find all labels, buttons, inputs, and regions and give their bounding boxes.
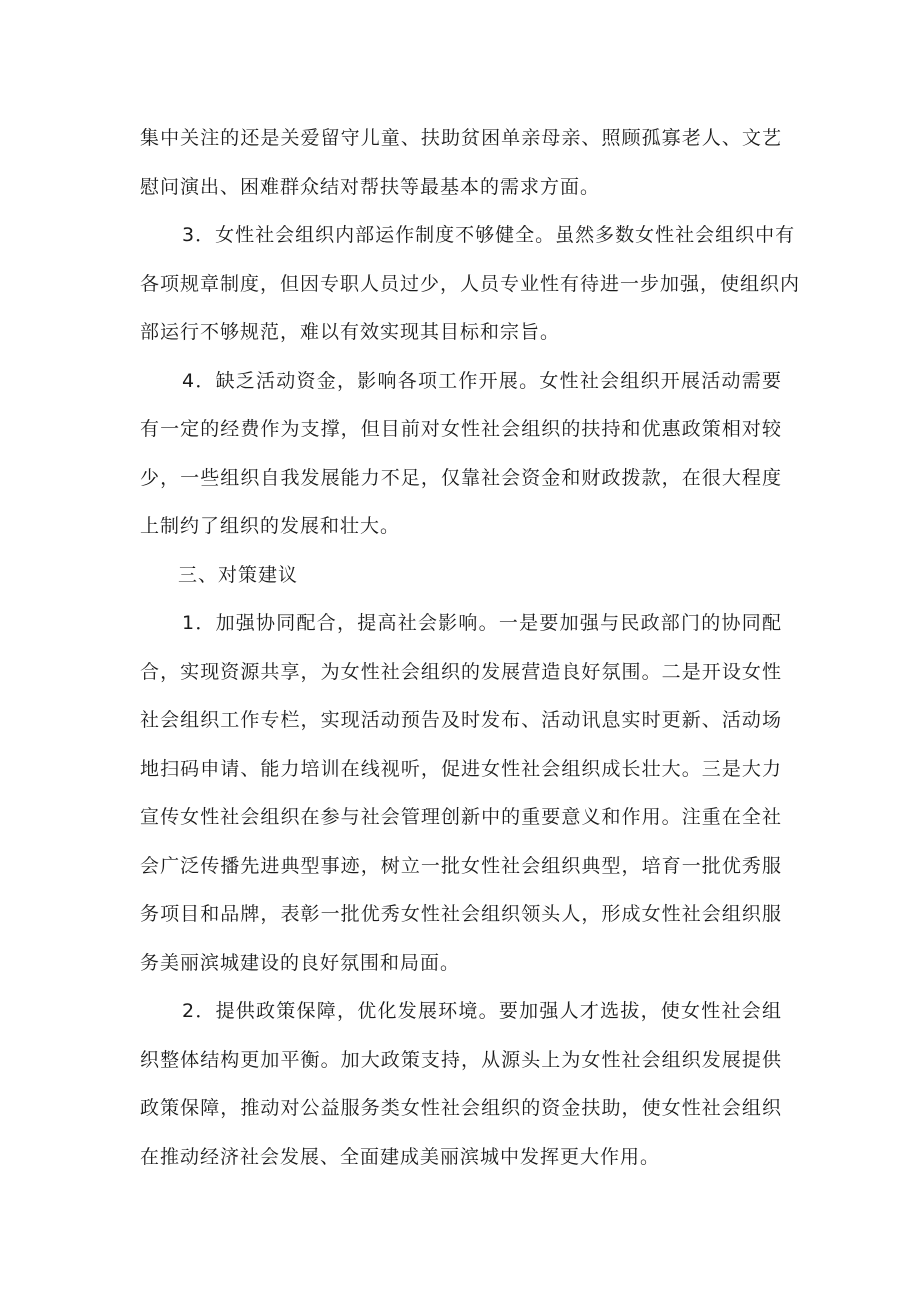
text-line: 慰问演出、困难群众结对帮扶等最基本的需求方面。 bbox=[140, 175, 601, 198]
text-line: 3．女性社会组织内部运作制度不够健全。虽然多数女性社会组织中有 bbox=[182, 224, 796, 246]
text-line: 宣传女性社会组织在参与社会管理创新中的重要意义和作用。注重在全社 bbox=[140, 806, 782, 828]
paragraph-item-3 bbox=[140, 211, 801, 357]
paragraph-suggestion-1 bbox=[140, 599, 782, 987]
text-line: 在推动经济社会发展、全面建成美丽滨城中发挥更大作用。 bbox=[140, 1145, 661, 1168]
text-line: 务项目和品牌，表彰一批优秀女性社会组织领头人，形成女性社会组织服 bbox=[140, 903, 782, 925]
text-line: 合，实现资源共享，为女性社会组织的发展营造良好氛围。二是开设女性 bbox=[140, 660, 782, 683]
paragraph-item-4 bbox=[140, 357, 782, 551]
text-line: 有一定的经费作为支撑，但目前对女性社会组织的扶持和优惠政策相对较 bbox=[140, 418, 782, 440]
paragraph-continuation bbox=[140, 114, 782, 211]
text-line: 织整体结构更加平衡。加大政策支持，从源头上为女性社会组织发展提供 bbox=[140, 1048, 782, 1071]
text-line: 会广泛传播先进典型事迹，树立一批女性社会组织典型，培育一批优秀服 bbox=[140, 854, 782, 877]
text-line: 部运行不够规范，难以有效实现其目标和宗旨。 bbox=[140, 321, 561, 343]
text-line: 少，一些组织自我发展能力不足，仅靠社会资金和财政拨款，在很大程度 bbox=[140, 466, 782, 489]
text-line: 上制约了组织的发展和壮大。 bbox=[140, 515, 401, 537]
text-line: 地扫码申请、能力培训在线视听，促进女性社会组织成长壮大。三是大力 bbox=[140, 757, 782, 780]
text-line: 政策保障，推动对公益服务类女性社会组织的资金扶助，使女性社会组织 bbox=[140, 1097, 782, 1119]
heading-text: 三、对策建议 bbox=[178, 563, 299, 586]
section-heading bbox=[140, 551, 782, 600]
document-body bbox=[140, 114, 801, 1181]
text-line: 集中关注的还是关爱留守儿童、扶助贫困单亲母亲、照顾孤寡老人、文艺 bbox=[140, 127, 782, 149]
text-line: 社会组织工作专栏，实现活动预告及时发布、活动讯息实时更新、活动场 bbox=[140, 709, 782, 731]
text-line: 1．加强协同配合，提高社会影响。一是要加强与民政部门的协同配 bbox=[182, 612, 782, 634]
text-line: 2．提供政策保障，优化发展环境。要加强人才选拔，使女性社会组 bbox=[182, 1000, 782, 1022]
text-line: 务美丽滨城建设的良好氛围和局面。 bbox=[140, 951, 461, 974]
text-line: 各项规章制度，但因专职人员过少，人员专业性有待进一步加强，使组织内 bbox=[140, 272, 801, 295]
paragraph-suggestion-2 bbox=[140, 987, 782, 1181]
text-line: 4．缺乏活动资金，影响各项工作开展。女性社会组织开展活动需要 bbox=[182, 369, 782, 392]
